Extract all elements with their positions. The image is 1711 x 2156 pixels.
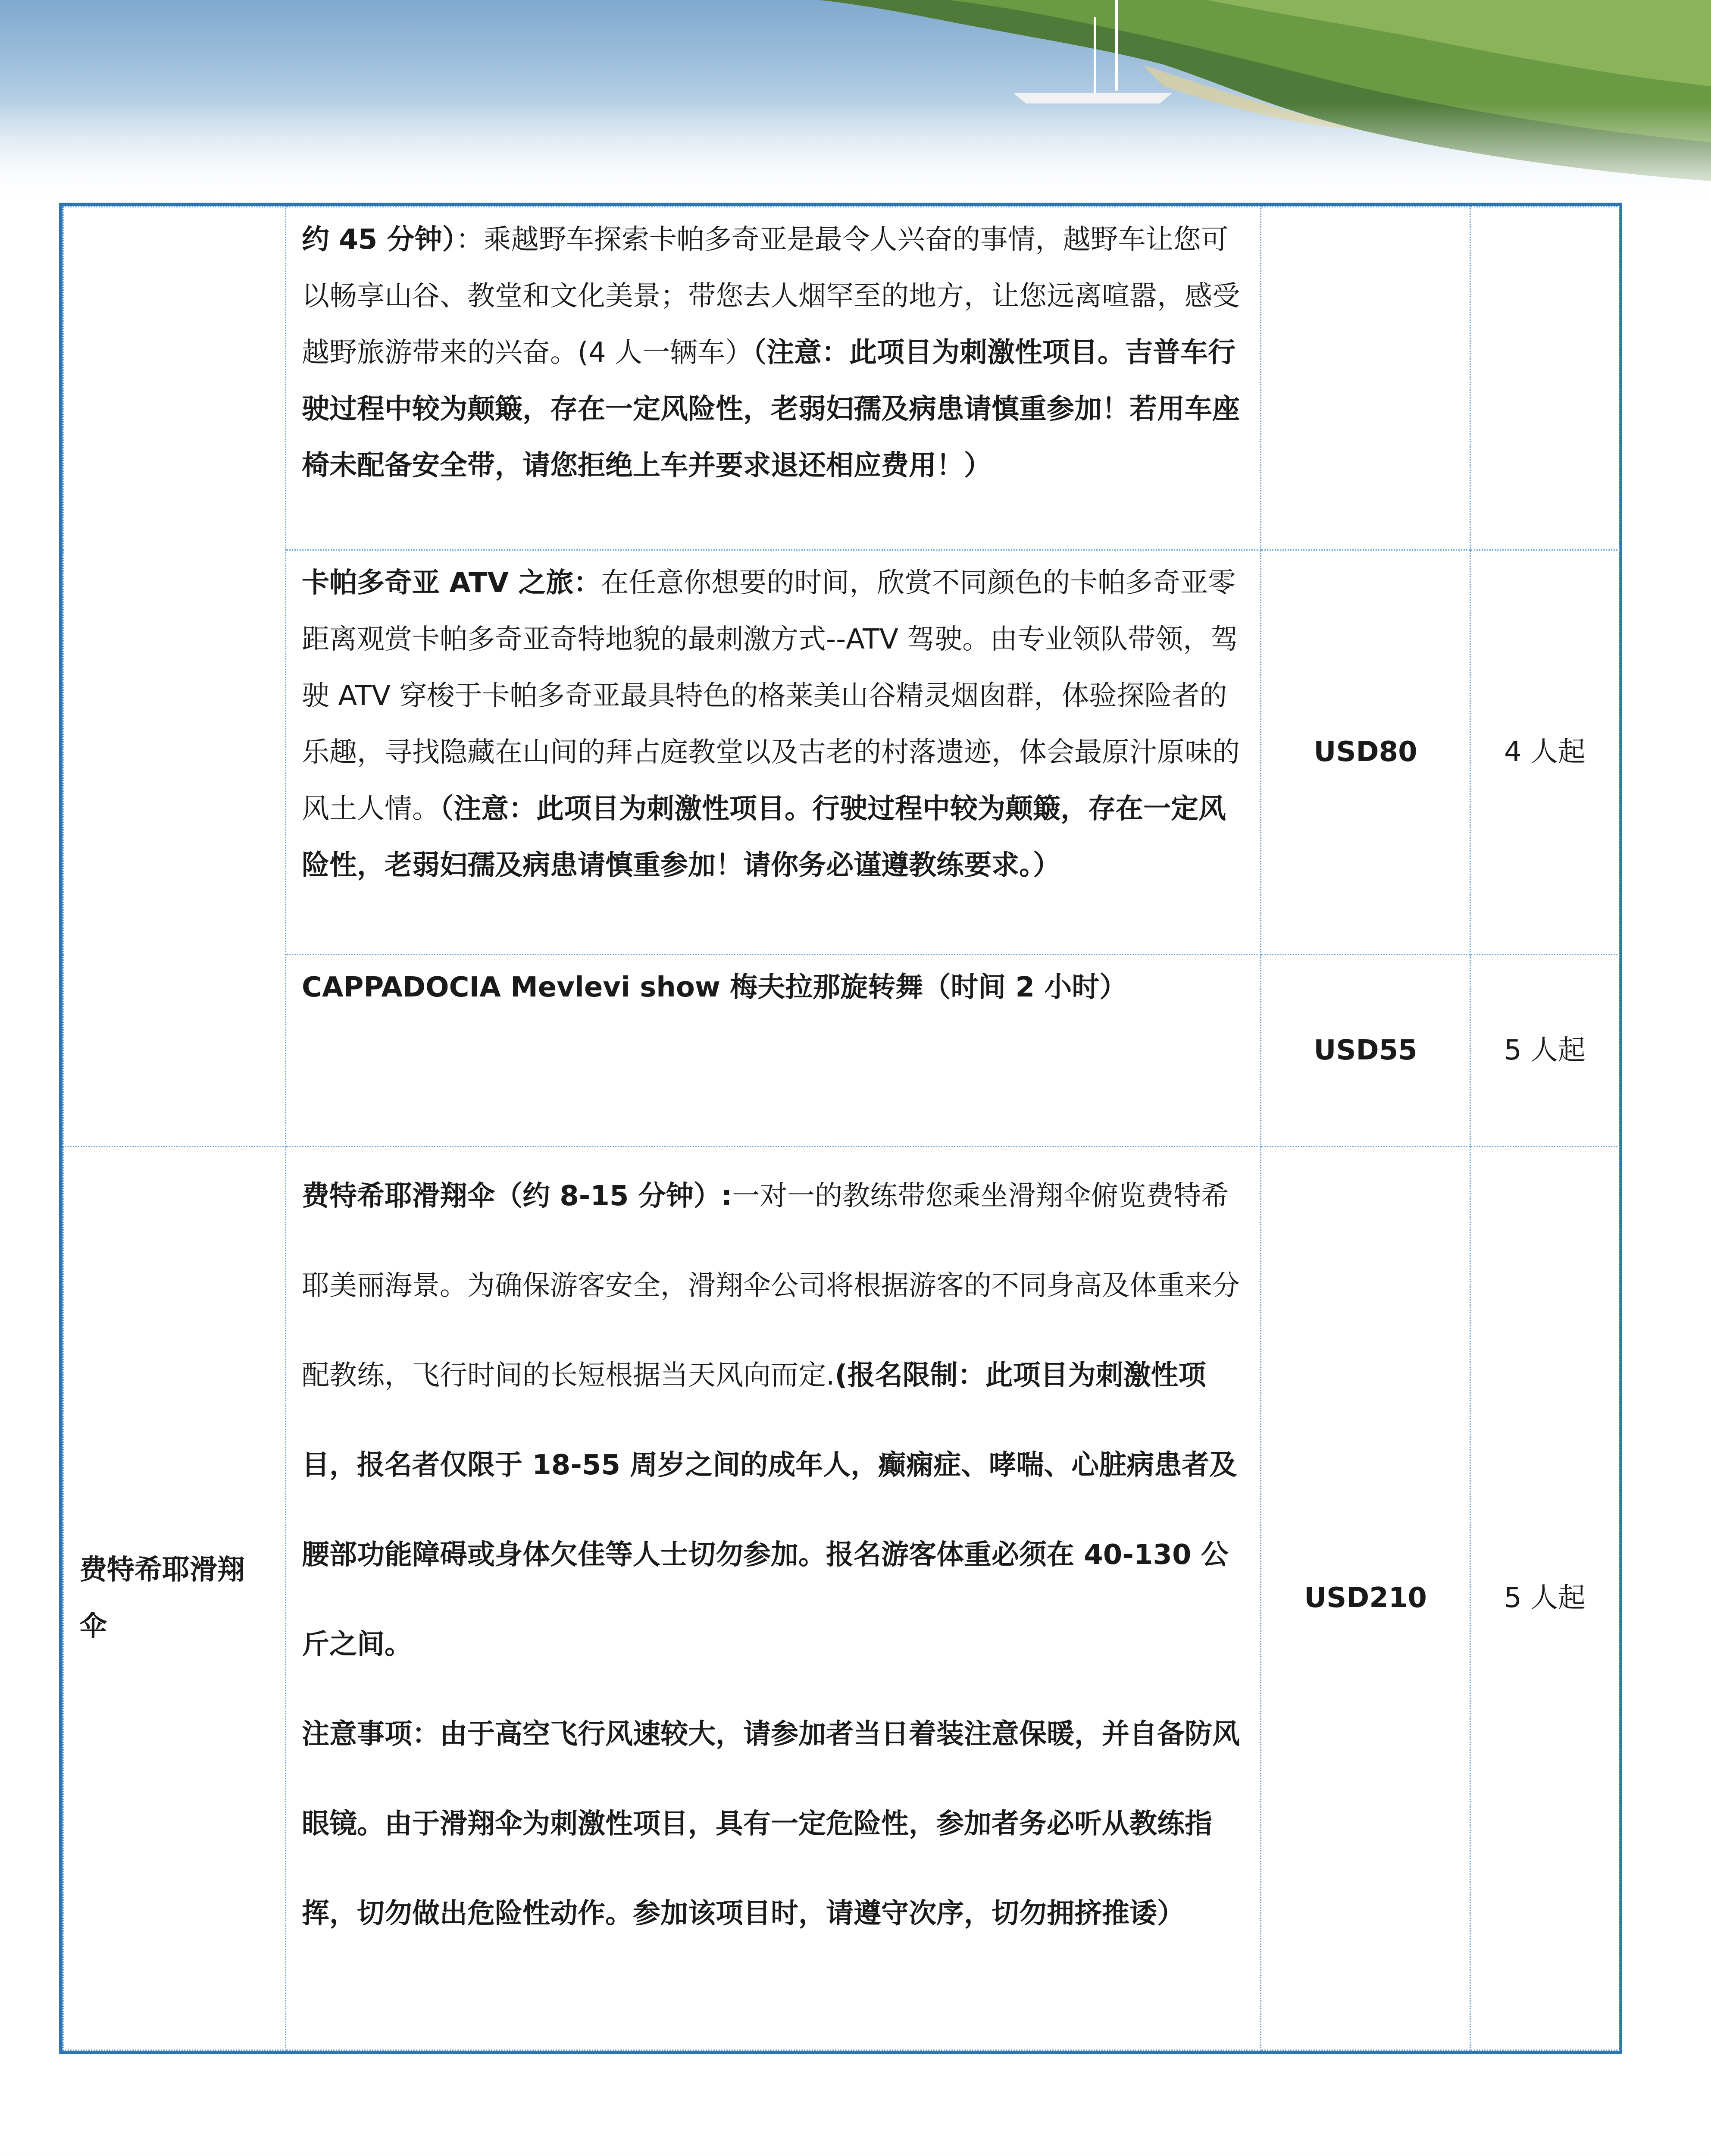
min-people-cell: 5 人起 bbox=[1470, 955, 1620, 1147]
description-notes-text: 注意事项：由于高空飞行风速较大，请参加者当日着装注意保暖，并自备防风眼镜。由于滑翔伞为刺激性项目，具有一定危险性，参加者务必听从教练指挥，切勿做出危险性动作。参加该项目时，请遵守次序，切勿拥挤推诿） bbox=[302, 1718, 1240, 1930]
price-cell: USD80 bbox=[1261, 550, 1470, 955]
description-restriction-text: (报名限制：此项目为刺激性项目，报名者仅限于 18-55 周岁之间的成年人，癫痫症、哮喘、心脏病患者及腰部功能障碍或身体欠佳等人士切勿参加。报名游客体重必须在 40-130 公斤之间。 bbox=[302, 1360, 1237, 1661]
category-cell: 费特希耶滑翔伞 bbox=[63, 1147, 286, 2050]
price-cell bbox=[1261, 207, 1470, 550]
description-text: 一对一的教练带您乘坐滑翔伞俯览费特希耶美丽海景。为确保游客安全，滑翔伞公司将根据游客的不同身高及体重来分配教练，飞行时间的长短根据当天风向而定. bbox=[302, 1180, 1240, 1391]
table-row bbox=[63, 955, 1620, 1147]
description-cell bbox=[286, 1147, 1261, 2050]
description-cell bbox=[286, 955, 1261, 1147]
description-text: 在任意你想要的时间，欣赏不同颜色的卡帕多奇亚零距离观赏卡帕多奇亚奇特地貌的最刺激方式--ATV 驾驶。由专业领队带领，驾驶 ATV 穿梭于卡帕多奇亚最具特色的格莱美山谷精灵烟囱群，体验探险者的乐趣，寻找隐藏在山间的拜占庭教堂以及古老的村落遗迹，体会最原汁原味的风土人情。 bbox=[302, 567, 1240, 825]
category-cell bbox=[63, 207, 286, 1147]
price-cell: USD210 bbox=[1261, 1147, 1470, 2050]
min-people-cell: 4 人起 bbox=[1470, 550, 1620, 955]
description-warning-text: （注意：此项目为刺激性项目。吉普车行驶过程中较为颠簸，存在一定风险性，老弱妇孺及病患请慎重参加！若用车座椅未配备安全带，请您拒绝上车并要求退还相应费用！） bbox=[302, 337, 1240, 482]
description-cell bbox=[286, 550, 1261, 955]
description-cell bbox=[286, 207, 1261, 550]
table-row bbox=[63, 550, 1620, 955]
description-warning-text: （注意：此项目为刺激性项目。行驶过程中较为颠簸，存在一定风险性，老弱妇孺及病患请慎重参加！请你务必谨遵教练要求。） bbox=[302, 793, 1226, 881]
description-text: ：乘越野车探索卡帕多奇亚是最令人兴奋的事情，越野车让您可以畅享山谷、教堂和文化美景；带您去人烟罕至的地方，让您远离喧嚣，感受越野旅游带来的兴奋。(4 人一辆车） bbox=[302, 224, 1240, 369]
optional-tours-table bbox=[59, 203, 1622, 2054]
description-bold-text: 约 45 分钟） bbox=[302, 224, 456, 256]
description-title: 卡帕多奇亚 ATV 之旅： bbox=[302, 567, 601, 599]
description-title: 费特希耶滑翔伞（约 8-15 分钟）: bbox=[302, 1180, 732, 1212]
table-row bbox=[63, 1147, 1620, 2050]
min-people-cell: 5 人起 bbox=[1470, 1147, 1620, 2050]
price-cell: USD55 bbox=[1261, 955, 1470, 1147]
description-title: CAPPADOCIA Mevlevi show 梅夫拉那旋转舞（时间 2 小时） bbox=[302, 971, 1127, 1003]
min-people-cell bbox=[1470, 207, 1620, 550]
table-row bbox=[63, 207, 1620, 550]
bottom-banner-image bbox=[0, 2139, 1711, 2156]
top-banner-image bbox=[0, 0, 1711, 203]
